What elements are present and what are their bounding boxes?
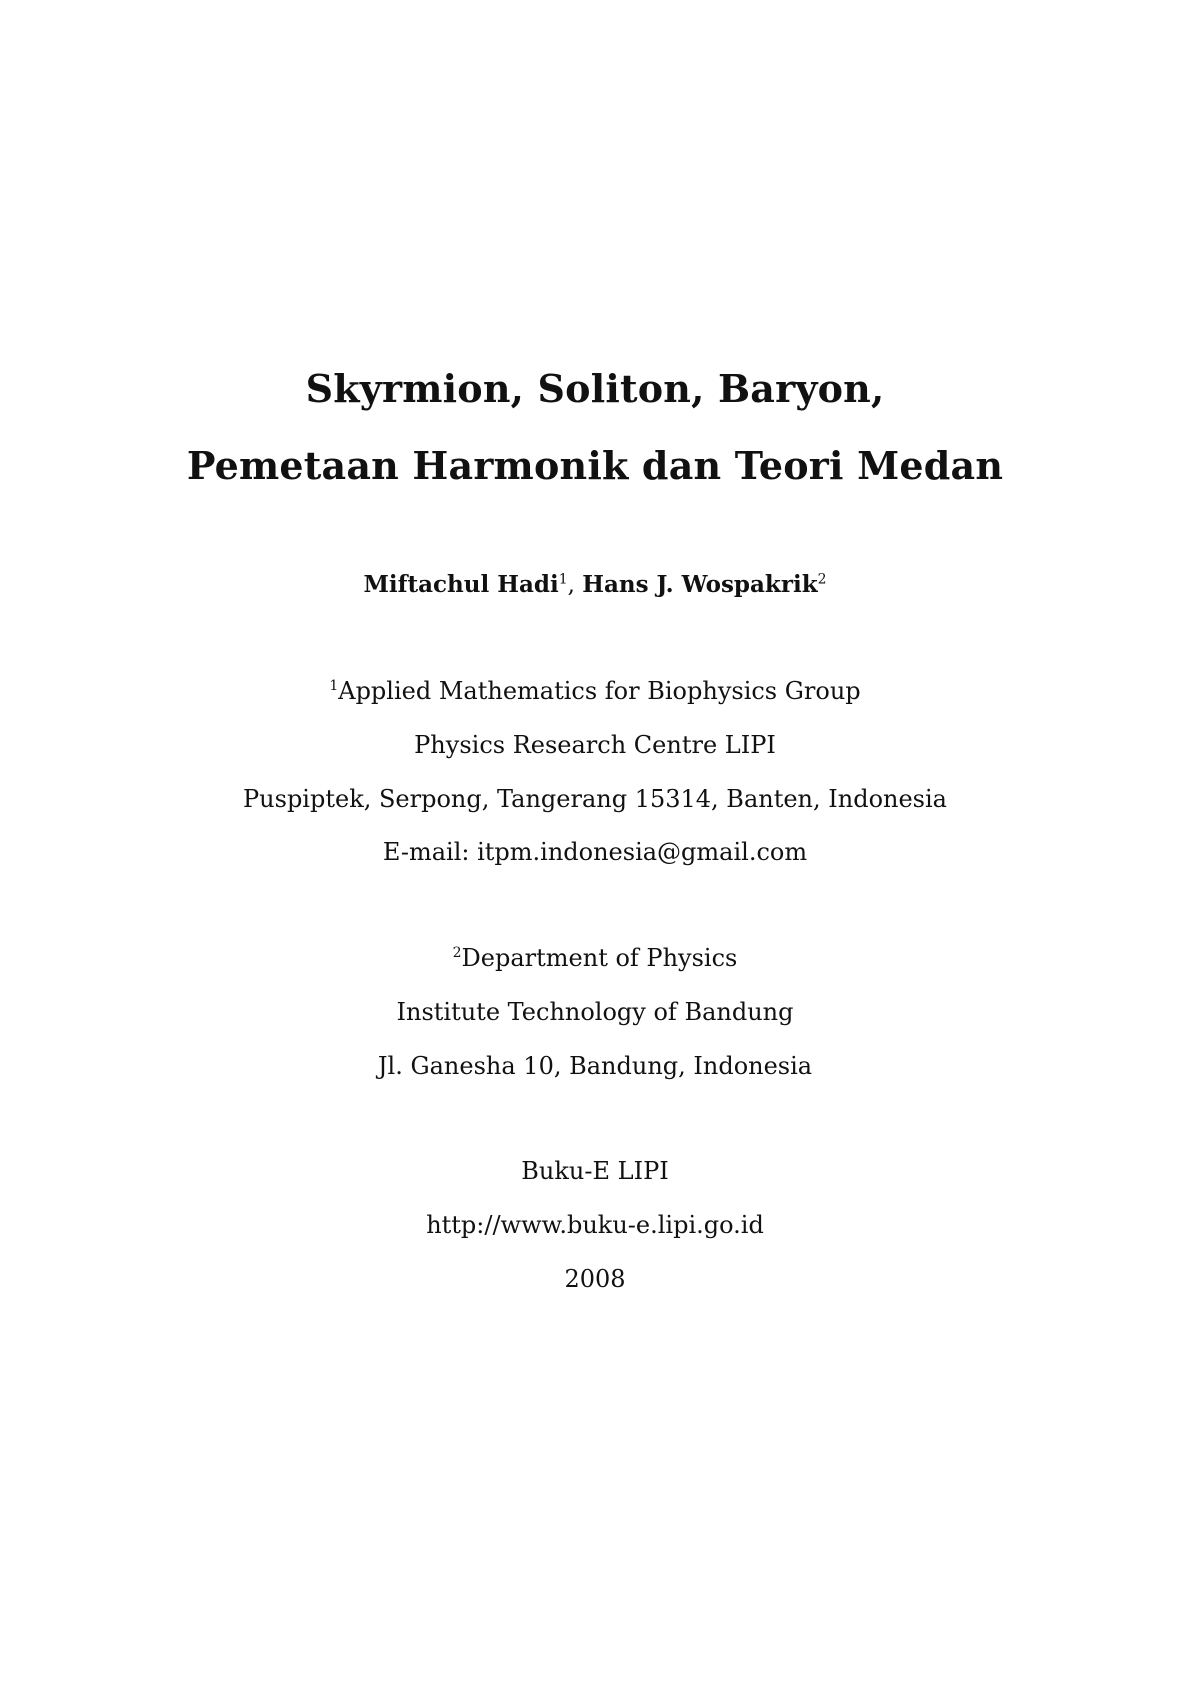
title-line-2: Pemetaan Harmonik dan Teori Medan [186,443,1004,488]
affiliation-mark: 1 [329,678,339,694]
affiliation-1-email: E-mail: itpm.indonesia@gmail.com [382,838,808,866]
affiliation-1-institution: Physics Research Centre LIPI [414,731,776,759]
author-list [0,571,1190,598]
affiliation-department-name: Department of Physics [461,944,738,972]
affiliation-2-institution: Institute Technology of Bandung [396,998,794,1026]
affiliation-group-name: Applied Mathematics for Biophysics Group [338,677,861,705]
affiliation-2-department [0,944,1190,972]
author-affiliation-mark: 2 [817,571,827,588]
title-line-1: Skyrmion, Soliton, Baryon, [305,366,885,411]
publisher-name: Buku-E LIPI [521,1157,669,1185]
publication-year: 2008 [564,1265,626,1293]
affiliation-2-address: Jl. Ganesha 10, Bandung, Indonesia [377,1052,813,1080]
affiliation-1-group [0,677,1190,705]
author-name: Hans J. Wospakrik [582,571,818,598]
publisher-url: http://www.buku-e.lipi.go.id [426,1211,764,1239]
author-affiliation-mark: 1 [558,571,568,588]
affiliation-mark: 2 [452,945,462,961]
author-name: Miftachul Hadi [363,571,559,598]
affiliation-1-address: Puspiptek, Serpong, Tangerang 15314, Banten, Indonesia [243,785,947,813]
author-separator: , [567,572,583,598]
